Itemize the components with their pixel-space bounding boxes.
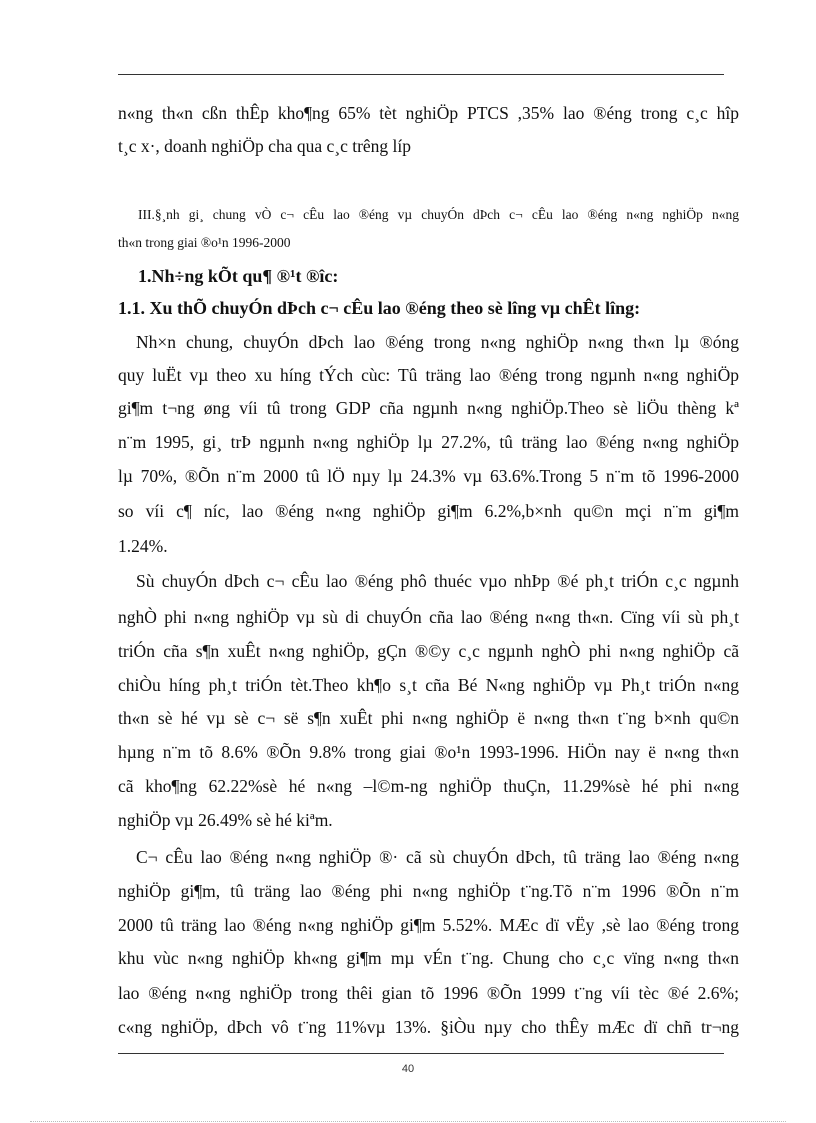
subheading-trend: 1.1. Xu thÕ chuyÓn dÞch c¬ cÊu lao ®éng theo sè lîng vµ chÊt lîng: <box>118 298 641 318</box>
paragraph-3-line-1: C¬ cÊu lao ®éng n«ng nghiÖp ®· cã sù chuyÓn dÞch, tû träng lao ®éng n«ng <box>136 847 739 867</box>
paragraph-2-line-4: chiÒu híng ph¸t triÓn tèt.Theo kh¶o s¸t cña Bé N«ng nghiÖp vµ Ph¸t triÓn n«ng <box>118 675 739 695</box>
page-number: 40 <box>401 1063 415 1075</box>
paragraph-3-line-5: lao ®éng n«ng nghiÖp trong thêi gian tõ 1996 ®Õn 1999 t¨ng víi tèc ®é 2.6%; <box>118 983 739 1003</box>
section-heading-line-2: th«n trong giai ®o¹n 1996-2000 <box>118 235 291 250</box>
paragraph-2-line-3: triÓn cña s¶n xuÊt n«ng nghiÖp, gÇn ®©y c¸c ngµnh nghÒ phi n«ng nghiÖp cã <box>118 641 739 661</box>
paragraph-1-line-2: quy luËt vµ theo xu híng tÝch cùc: Tû träng lao ®éng trong ngµnh n«ng nghiÖp <box>118 365 739 385</box>
paragraph-1-line-3: gi¶m t¬ng øng víi tû trong GDP cña ngµnh n«ng nghiÖp.Theo sè liÖu thèng kª <box>118 398 739 418</box>
paragraph-3-line-6: c«ng nghiÖp, dÞch vô t¨ng 11%vµ 13%. §iÒu nµy cho thÊy mÆc dï chñ tr¬ng <box>118 1017 739 1037</box>
paragraph-2-line-8: nghiÖp vµ 26.49% sè hé kiªm. <box>118 810 333 830</box>
section-heading-line-1: III.§¸nh gi¸ chung vÒ c¬ cÊu lao ®éng vµ chuyÓn dÞch c¬ cÊu lao ®éng n«ng nghiÖp n«ng <box>138 207 739 222</box>
paragraph-2-line-6: hµng n¨m tõ 8.6% ®Õn 9.8% trong giai ®o¹n 1993-1996. HiÖn nay ë n«ng th«n <box>118 742 739 762</box>
paragraph-3-line-2: nghiÖp gi¶m, tû träng lao ®éng phi n«ng nghiÖp t¨ng.Tõ n¨m 1996 ®Õn n¨m <box>118 881 739 901</box>
paragraph-3-line-4: khu vùc n«ng nghiÖp kh«ng gi¶m mµ vÉn t¨ng. Chung cho c¸c vïng n«ng th«n <box>118 948 739 968</box>
subheading-results: 1.Nh÷ng kÕt qu¶ ®¹t ®îc: <box>138 266 339 286</box>
paragraph-1-line-5: lµ 70%, ®Õn n¨m 2000 tû lÖ nµy lµ 24.3% vµ 63.6%.Trong 5 n¨m tõ 1996-2000 <box>118 466 739 486</box>
intro-line-1: n«ng th«n cßn thÊp kho¶ng 65% tèt nghiÖp PTCS ,35% lao ®éng trong c¸c hîp <box>118 103 739 123</box>
paragraph-1-line-7: 1.24%. <box>118 536 168 556</box>
paragraph-1-line-4: n¨m 1995, gi¸ trÞ ngµnh n«ng nghiÖp lµ 27.2%, tû träng lao ®éng n«ng nghiÖp <box>118 432 739 452</box>
paragraph-1-line-1: Nh×n chung, chuyÓn dÞch lao ®éng trong n«ng nghiÖp n«ng th«n lµ ®óng <box>136 332 739 352</box>
footer-rule <box>118 1053 724 1054</box>
header-rule <box>118 74 724 75</box>
paragraph-1-line-6: so víi c¶ níc, lao ®éng n«ng nghiÖp gi¶m 6.2%,b×nh qu©n mçi n¨m gi¶m <box>118 501 739 521</box>
paragraph-2-line-7: cã kho¶ng 62.22%sè hé n«ng –l©m-ng nghiÖp thuÇn, 11.29%sè hé phi n«ng <box>118 776 739 796</box>
intro-line-2: t¸c x·, doanh nghiÖp cha qua c¸c trêng líp <box>118 136 412 156</box>
paragraph-2-line-5: th«n sè hé vµ sè c¬ së s¶n xuÊt phi n«ng nghiÖp ë n«ng th«n t¨ng b×nh qu©n <box>118 708 739 728</box>
paragraph-2-line-2: nghÒ phi n«ng nghiÖp vµ sù di chuyÓn cña lao ®éng n«ng th«n. Cïng víi sù ph¸t <box>118 607 739 627</box>
paragraph-3-line-3: 2000 tû träng lao ®éng n«ng nghiÖp gi¶m 5.52%. MÆc dï vËy ,sè lao ®éng trong <box>118 915 739 935</box>
paragraph-2-line-1: Sù chuyÓn dÞch c¬ cÊu lao ®éng phô thuéc vµo nhÞp ®é ph¸t triÓn c¸c ngµnh <box>136 571 739 591</box>
page-edge-dotted-line <box>30 1121 786 1122</box>
